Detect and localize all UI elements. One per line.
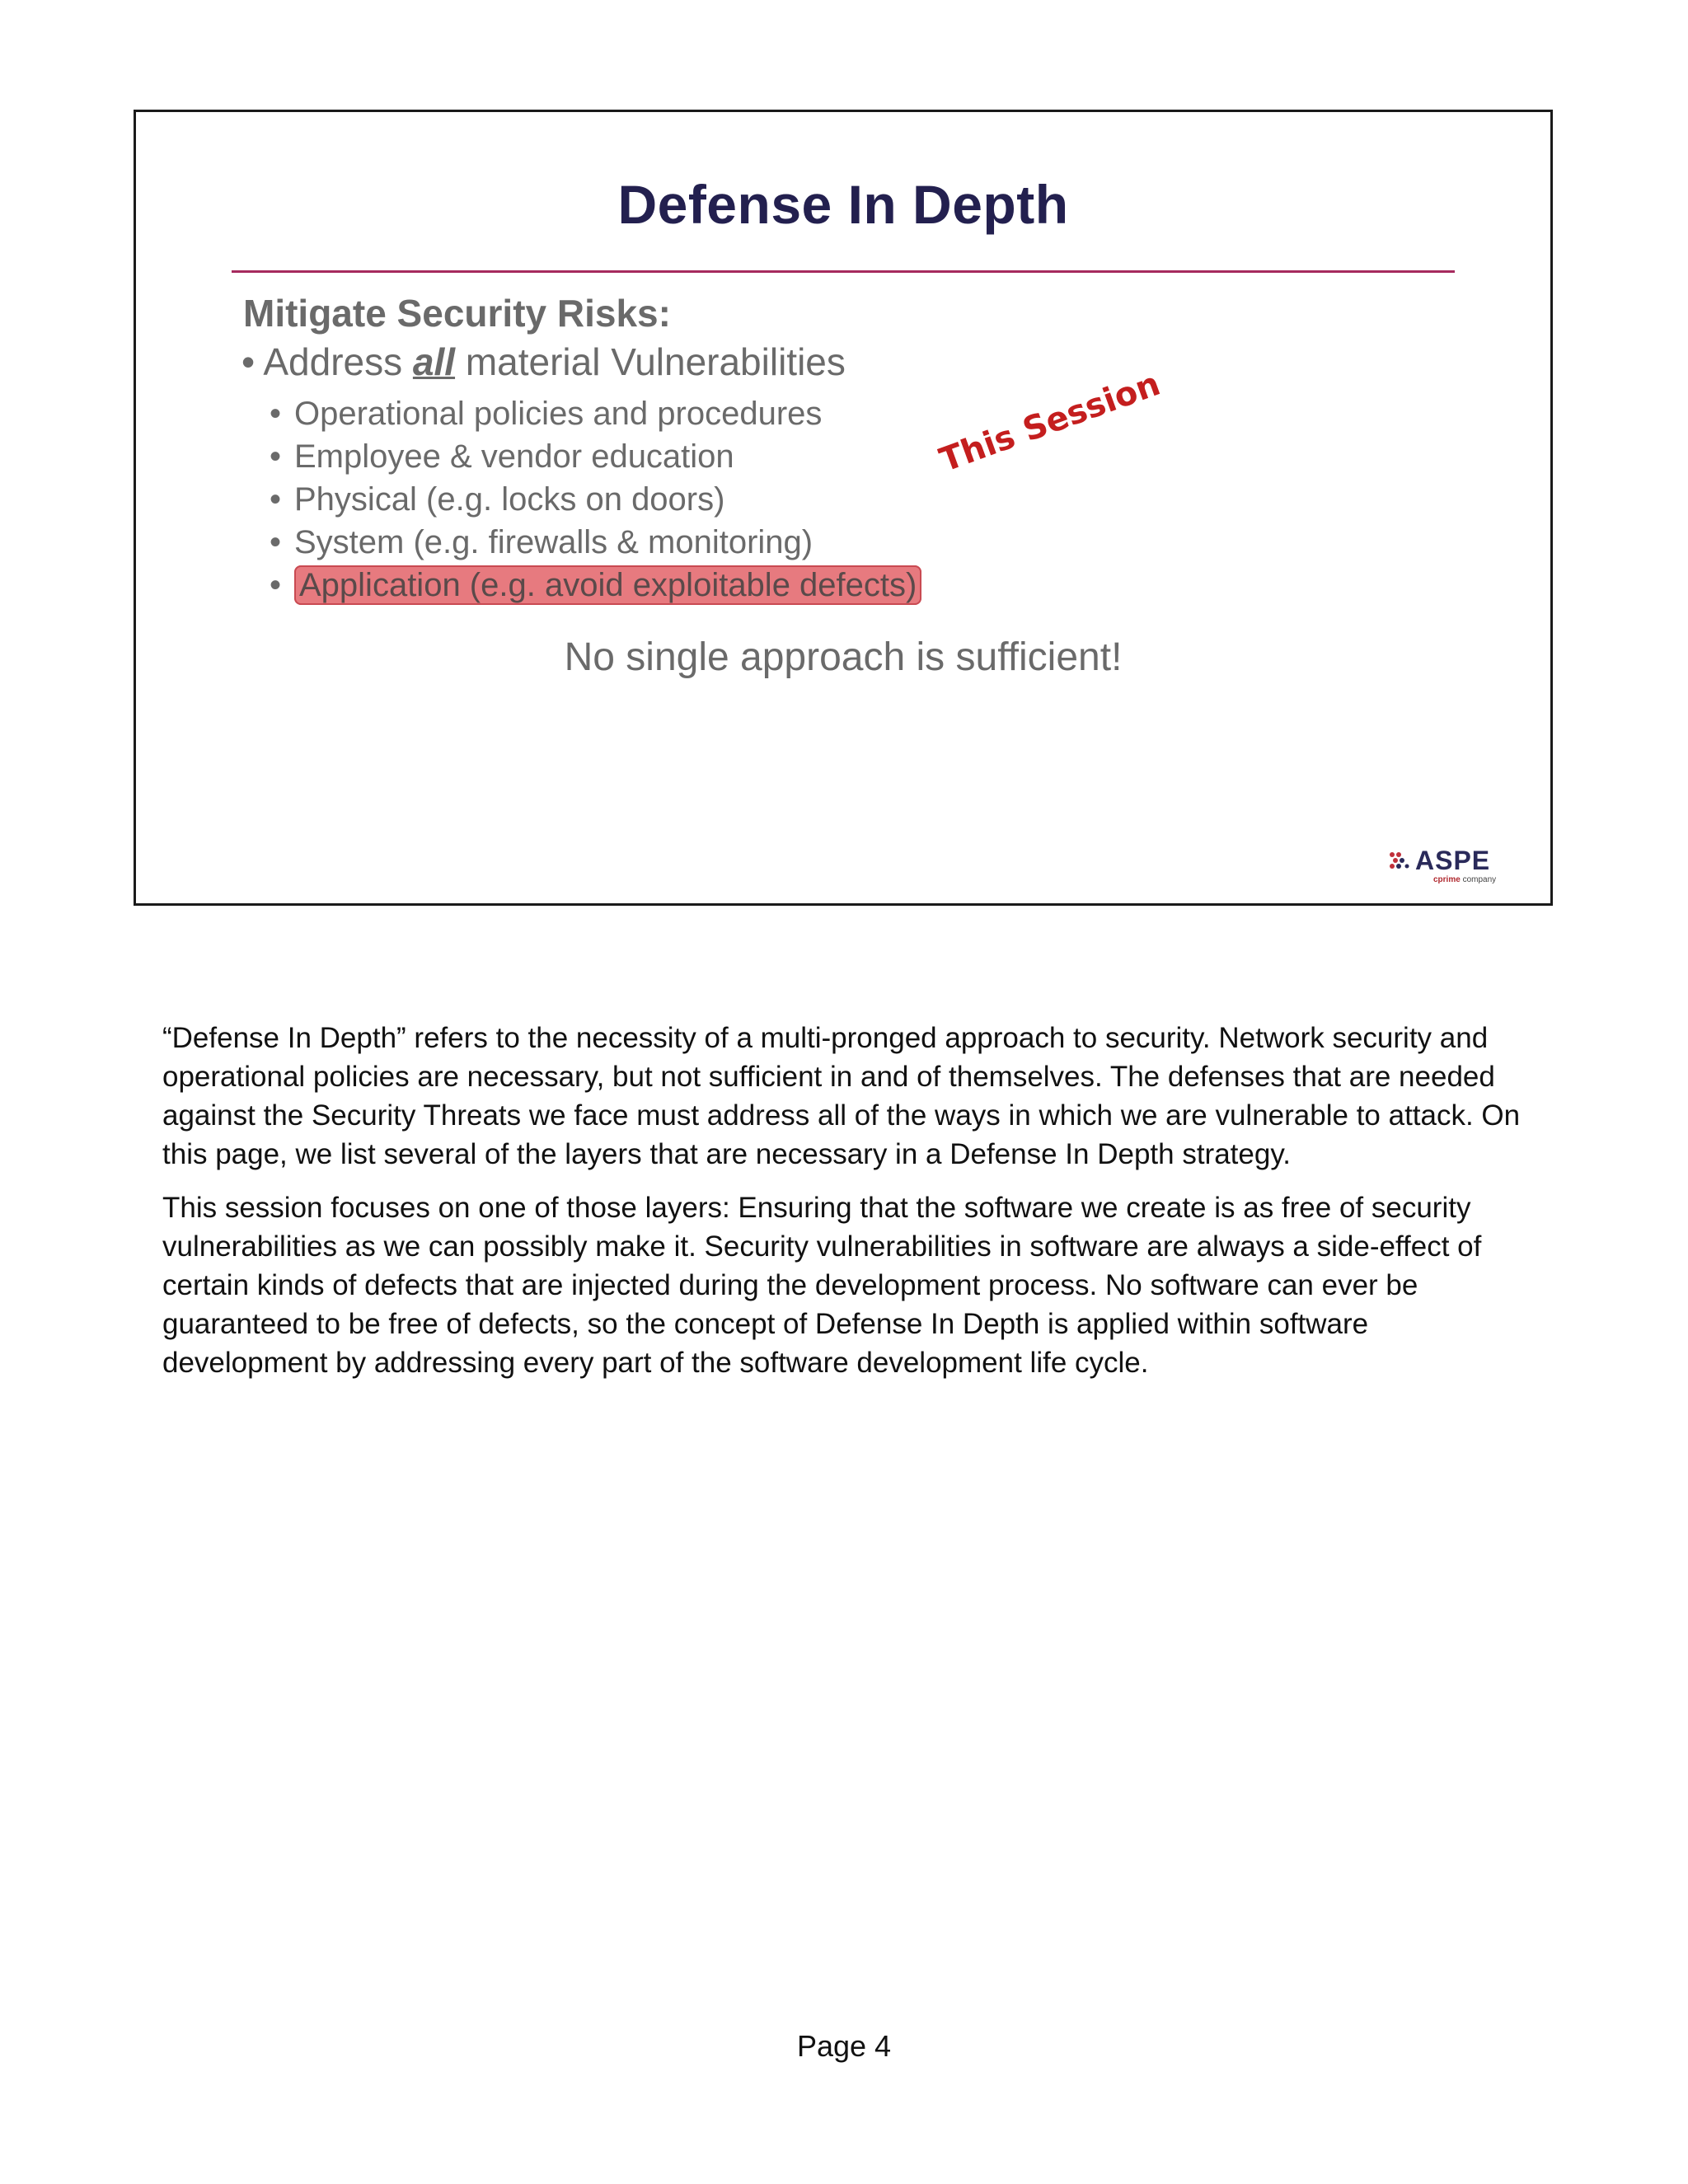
slide-title: Defense In Depth [617,174,1069,235]
logo-subline [1433,875,1496,884]
notes-paragraph: “Defense In Depth” refers to the necessity of a multi-pronged approach to security. Network security and operational policies are necessary, but not sufficient in and of themselves. The defenses that are needed against the Security Threats we face must address all of the ways in which we are vulnerable to attack. On this page, we list several of the layers that are necessary in a Defense In Depth strategy. [162,1022,1521,1170]
notes-body [162,1019,1531,1397]
sub-bullet-item-highlighted [270,564,921,607]
bullet-suffix: material Vulnerabilities [455,340,846,383]
sub-bullet-list [270,392,921,607]
slide-heading: Mitigate Security Risks: [243,292,671,335]
sub-bullet-dot: • [270,481,282,518]
aspe-logo [1387,846,1511,883]
sub-bullet-item [270,521,921,564]
bullet-emphasis: all [412,340,456,383]
slide-tagline [136,635,1550,680]
sub-bullet-text: Operational policies and procedures [294,396,823,432]
sub-bullet-text: Employee & vendor education [294,438,734,475]
logo-wordmark: ASPE [1415,846,1491,875]
sub-bullet-item [270,435,921,478]
slide-image [134,110,1553,906]
highlighted-bullet-text: Application (e.g. avoid exploitable defects) [294,565,921,605]
page-number: Page 4 [796,2029,892,2063]
sub-bullet-dot: • [270,396,282,432]
sub-bullet-dot: • [270,567,282,603]
sub-bullet-dot: • [270,524,282,560]
bullet-dot: • [241,340,256,383]
sub-bullet-text: System (e.g. firewalls & monitoring) [294,524,814,560]
sub-bullet-text: Physical (e.g. locks on doors) [294,481,725,518]
logo-sub-brand: cprime [1433,875,1461,884]
logo-sub-suffix: company [1462,875,1497,884]
logo-mark-icon [1387,849,1414,872]
sub-bullet-item [270,478,921,521]
bullet-prefix: Address [263,340,413,383]
main-bullet [241,340,846,384]
sub-bullet-item [270,392,921,435]
tagline-text: No single approach is sufficient! [564,635,1123,679]
notes-paragraph: This session focuses on one of those layers: Ensuring that the software we create is as free of security vulnerabilities as we can possibly make it. Security vulnerabilities in software are always a side-effect of certain kinds of defects that are injected during the development process. No software can ever be guaranteed to be free of defects, so the concept of Defense In Depth is applied within software development by addressing every part of the software development life cycle. [162,1192,1482,1379]
this-session-annotation: This Session [935,364,1165,480]
title-divider [232,270,1455,273]
sub-bullet-dot: • [270,438,282,475]
